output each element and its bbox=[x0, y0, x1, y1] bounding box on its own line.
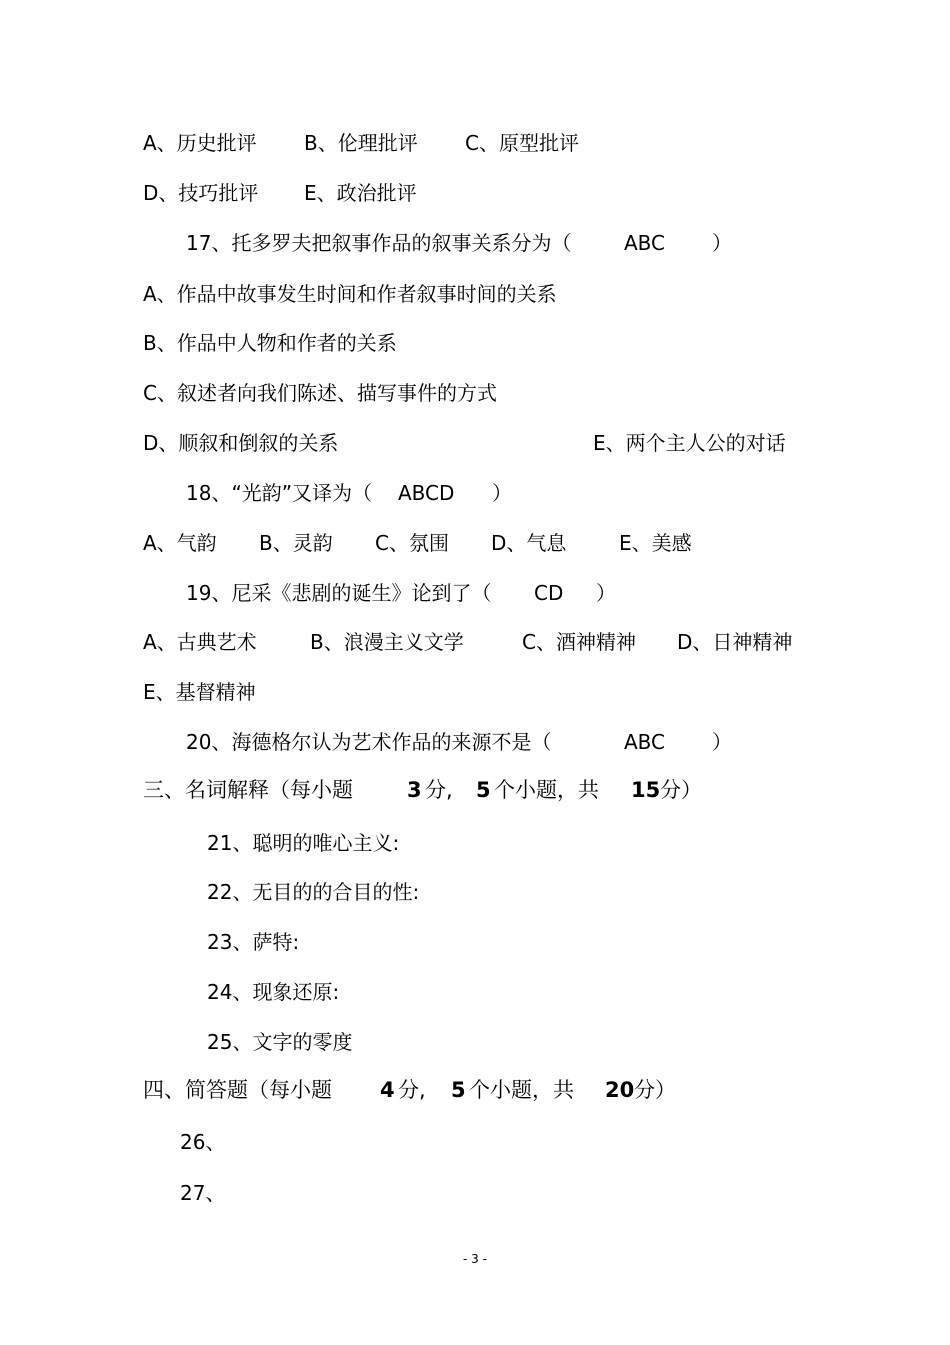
q19-close-paren: ） bbox=[596, 581, 616, 605]
q16-option-d: D、技巧批评 bbox=[143, 181, 259, 205]
q19-option-e: E、基督精神 bbox=[143, 680, 256, 704]
short-answer-item-26: 26、 bbox=[180, 1130, 226, 1154]
q18-stem-line bbox=[0, 480, 950, 506]
section3-text-1: 分, bbox=[425, 778, 453, 802]
q19-answer: CD bbox=[534, 581, 564, 605]
q17-stem: 17、托多罗夫把叙事作品的叙事关系分为（ bbox=[186, 231, 572, 255]
q16-options-row-1 bbox=[0, 130, 950, 156]
q17-option-c: C、叙述者向我们陈述、描写事件的方式 bbox=[143, 381, 497, 405]
section4-heading bbox=[0, 1077, 950, 1103]
q16-options-row-2 bbox=[0, 180, 950, 206]
q18-option-c: C、氛围 bbox=[375, 531, 449, 555]
q19-option-c: C、酒神精神 bbox=[522, 630, 636, 654]
section3-text-3: 分） bbox=[660, 778, 702, 802]
q18-option-b: B、灵韵 bbox=[259, 531, 333, 555]
q19-option-a: A、古典艺术 bbox=[143, 630, 257, 654]
section3-count: 5 bbox=[476, 778, 491, 802]
q20-stem: 20、海德格尔认为艺术作品的来源不是（ bbox=[186, 730, 552, 754]
q18-option-d: D、气息 bbox=[491, 531, 567, 555]
q16-option-c: C、原型批评 bbox=[465, 131, 579, 155]
term-item-24: 24、现象还原: bbox=[207, 980, 340, 1004]
q17-stem-line bbox=[0, 230, 950, 256]
q19-option-d: D、日神精神 bbox=[677, 630, 793, 654]
section4-text-3: 分） bbox=[634, 1078, 676, 1102]
section4-points: 4 bbox=[380, 1078, 395, 1102]
section4-text-2: 个小题，共 bbox=[469, 1078, 574, 1102]
page-number: - 3 - bbox=[463, 1252, 487, 1266]
q18-stem: 18、“光韵”又译为（ bbox=[186, 481, 373, 505]
section3-heading bbox=[0, 777, 950, 803]
q16-option-a: A、历史批评 bbox=[143, 131, 257, 155]
q17-option-b: B、作品中人物和作者的关系 bbox=[143, 331, 397, 355]
section4-total: 20 bbox=[605, 1078, 635, 1102]
term-item-22: 22、无目的的合目的性: bbox=[207, 880, 420, 904]
q20-stem-line bbox=[0, 729, 950, 755]
q20-close-paren: ） bbox=[712, 730, 732, 754]
term-item-21: 21、聪明的唯心主义: bbox=[207, 831, 400, 855]
q17-option-d: D、顺叙和倒叙的关系 bbox=[143, 431, 339, 455]
q18-close-paren: ） bbox=[492, 481, 512, 505]
section3-title: 三、名词解释（每小题 bbox=[143, 778, 353, 802]
q16-option-e: E、政治批评 bbox=[304, 181, 417, 205]
q18-answer: ABCD bbox=[398, 481, 455, 505]
q19-options-row-1 bbox=[0, 629, 950, 655]
q18-options-row bbox=[0, 530, 950, 556]
term-item-23: 23、萨特: bbox=[207, 930, 300, 954]
section4-title: 四、简答题（每小题 bbox=[143, 1078, 332, 1102]
section4-text-1: 分, bbox=[398, 1078, 426, 1102]
section3-total: 15 bbox=[631, 778, 661, 802]
q19-stem-line bbox=[0, 580, 950, 606]
q19-option-b: B、浪漫主义文学 bbox=[310, 630, 464, 654]
short-answer-item-27: 27、 bbox=[180, 1181, 226, 1205]
q17-answer: ABC bbox=[624, 231, 666, 255]
q17-options-row-4 bbox=[0, 430, 950, 456]
q18-option-e: E、美感 bbox=[619, 531, 692, 555]
q18-option-a: A、气韵 bbox=[143, 531, 217, 555]
q16-option-b: B、伦理批评 bbox=[304, 131, 418, 155]
q20-answer: ABC bbox=[624, 730, 666, 754]
q17-option-a: A、作品中故事发生时间和作者叙事时间的关系 bbox=[143, 282, 557, 306]
term-item-25: 25、文字的零度 bbox=[207, 1030, 353, 1054]
section3-text-2: 个小题，共 bbox=[494, 778, 599, 802]
q17-close-paren: ） bbox=[712, 231, 732, 255]
q17-option-e: E、两个主人公的对话 bbox=[593, 431, 786, 455]
section4-count: 5 bbox=[451, 1078, 466, 1102]
section3-points: 3 bbox=[407, 778, 422, 802]
q19-stem: 19、尼采《悲剧的诞生》论到了（ bbox=[186, 581, 492, 605]
